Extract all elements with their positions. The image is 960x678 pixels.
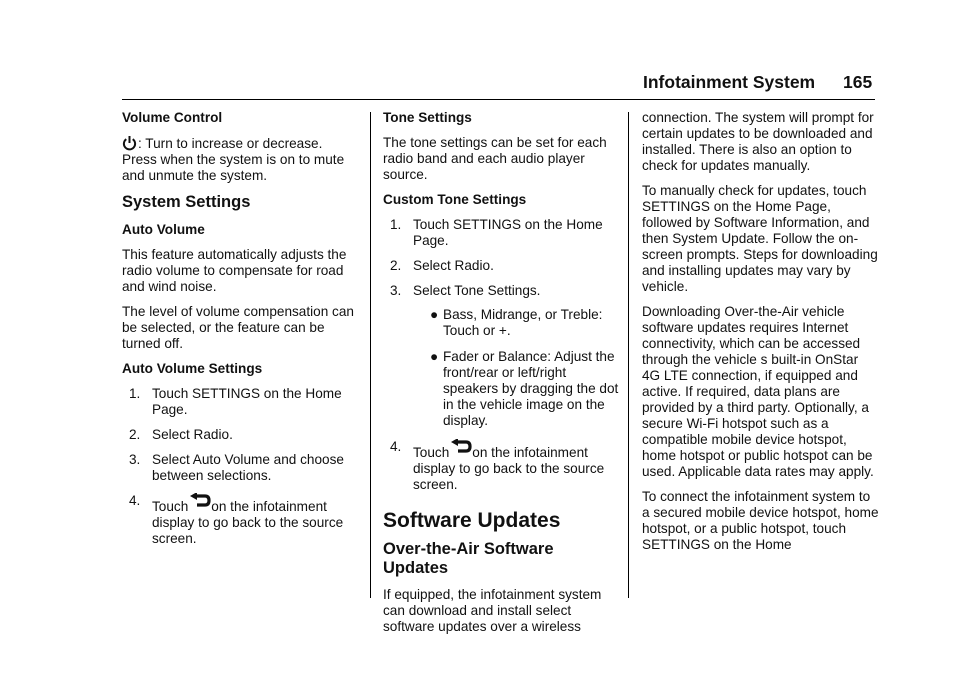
list-item: 3. Select Auto Volume and choose between selections. [129,452,344,483]
list-item: ● Fader or Balance: Adjust the front/rear or left/right speakers by dragging the dot in the vehicle image on the display. [430,349,619,428]
paragraph: Downloading Over-the-Air vehicle software updates requires Internet connectivity, which can be accessed through the vehicle s built-in OnStar 4G LTE connection, if equipped and active. If required, data plans are provided by a third party. Optionally, a secure Wi-Fi hotspot such as a compatible mobile device hotspot, home hotspot or public hotspot can be used. Applicable data rates may apply. [642,304,874,479]
list-item: 1. Touch SETTINGS on the Home Page. [129,386,342,417]
system-settings-heading: System Settings [122,193,251,211]
custom-tone-heading: Custom Tone Settings [383,192,527,207]
list-item: 2. Select Radio. [390,258,494,273]
page-header [0,72,960,100]
custom-tone-steps [383,217,621,493]
column-1 [122,110,360,556]
volume-control-heading: Volume Control [122,110,223,125]
list-item: 1. Touch SETTINGS on the Home Page. [390,217,603,248]
ota-updates-text: If equipped, the infotainment system can download and install select software updates over a wireless [383,587,602,634]
list-item: 3. Select Tone Settings. ● Bass, Midrange, or Treble: Touch or +. ● Fader or Balance: Adjust the front/rear or left/right speakers by dragging the dot in the vehicle image on the display. [383,283,621,429]
tone-options [413,307,621,429]
column-divider-right [628,112,629,598]
auto-volume-paragraph-2: The level of volume compensation can be selected, or the feature can be turned off. [122,304,354,351]
auto-volume-steps [122,386,360,547]
paragraph: To manually check for updates, touch SETTINGS on the Home Page, followed by Software Information, and then System Update. Follow the on-screen prompts. Steps for downloading and installing updates may vary by vehicle. [642,183,878,294]
list-item: 2. Select Radio. [129,427,233,442]
bullet-icon: ● [430,307,439,322]
list-item: ● Bass, Midrange, or Treble: Touch or +. [430,307,603,338]
paragraph: To connect the infotainment system to a secured mobile device hotspot, home hotspot, or a public hotspot, touch SETTINGS on the Home [642,489,879,552]
auto-volume-paragraph-1: This feature automatically adjusts the radio volume to compensate for road and wind noise. [122,247,347,294]
section-title: Infotainment System [643,72,816,92]
auto-volume-heading: Auto Volume [122,222,205,237]
power-icon [122,135,137,151]
column-divider-left [370,112,371,598]
software-updates-heading: Software Updates [383,509,561,532]
column-2 [383,110,621,644]
header-rule [122,99,875,100]
volume-control-description: : Turn to increase or decrease. Press when the system is on to mute and unmute the system. [122,136,345,183]
tone-settings-heading: Tone Settings [383,110,472,125]
page-number: 165 [843,72,873,92]
ota-updates-heading: Over-the-Air Software Updates [383,540,554,577]
auto-volume-settings-heading: Auto Volume Settings [122,361,263,376]
volume-control-text [122,135,360,184]
back-arrow-icon [189,493,211,513]
list-item: 4. Touch on the infotainment display to go back to the source screen. [129,493,344,546]
list-item: 4. Touch on the infotainment display to go back to the source screen. [390,439,605,492]
bullet-icon: ● [430,349,439,364]
paragraph: connection. The system will prompt for certain updates to be downloaded and installed. There is also an option to check for updates manually. [642,110,874,173]
column-3 [642,110,880,562]
back-arrow-icon [450,439,472,459]
tone-settings-text: The tone settings can be set for each radio band and each audio player source. [383,135,607,182]
